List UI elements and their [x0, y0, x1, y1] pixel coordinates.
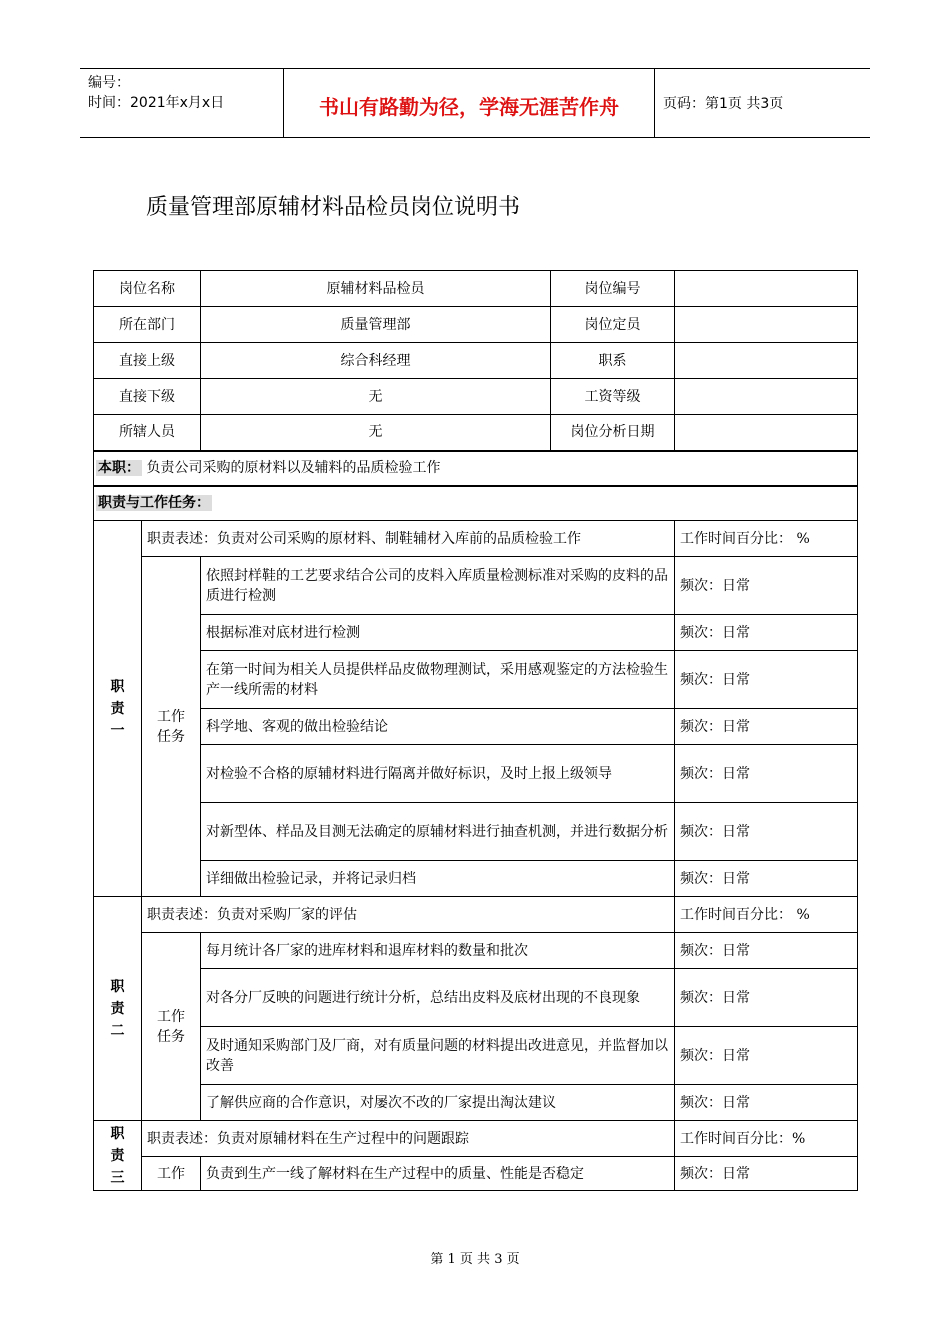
info-label: 直接下级 — [94, 379, 201, 415]
info-value — [675, 415, 858, 451]
duties-heading-row — [94, 486, 858, 521]
page-header — [80, 68, 870, 138]
task-row — [94, 803, 858, 861]
task-label: 工作任务 — [142, 933, 201, 1121]
task-text: 在第一时间为相关人员提供样品皮做物理测试，采用感观鉴定的方法检验生产一线所需的材料 — [201, 651, 675, 709]
duty-name-cell — [94, 1121, 142, 1191]
task-frequency: 频次：日常 — [675, 1157, 858, 1191]
task-row — [94, 745, 858, 803]
task-frequency: 频次：日常 — [675, 557, 858, 615]
duty-name: 职责一 — [110, 678, 125, 739]
info-row — [94, 379, 858, 415]
task-frequency: 频次：日常 — [675, 651, 858, 709]
header-page-info: 页码：第1页 共3页 — [663, 96, 784, 112]
task-row — [94, 1027, 858, 1085]
task-row — [94, 861, 858, 897]
core-duty-text: 负责公司采购的原材料以及辅料的品质检验工作 — [146, 460, 441, 476]
duty-name: 职责二 — [110, 978, 125, 1039]
task-text: 依照封样鞋的工艺要求结合公司的皮料入库质量检测标准对采购的皮料的品质进行检测 — [201, 557, 675, 615]
task-label: 工作任务 — [142, 557, 201, 897]
info-row — [94, 271, 858, 307]
info-row — [94, 343, 858, 379]
header-motto: 书山有路勤为径，学海无涯苦作舟 — [319, 95, 619, 119]
task-text: 及时通知采购部门及厂商，对有质量问题的材料提出改进意见，并监督加以改善 — [201, 1027, 675, 1085]
info-label: 岗位编号 — [551, 271, 675, 307]
task-text: 对各分厂反映的问题进行统计分析，总结出皮料及底材出现的不良现象 — [201, 969, 675, 1027]
task-text: 科学地、客观的做出检验结论 — [201, 709, 675, 745]
header-meta — [88, 73, 224, 113]
task-text: 对检验不合格的原辅材料进行隔离并做好标识，及时上报上级领导 — [201, 745, 675, 803]
info-label: 岗位定员 — [551, 307, 675, 343]
info-label: 所在部门 — [94, 307, 201, 343]
info-value — [675, 379, 858, 415]
task-row — [94, 651, 858, 709]
task-text: 详细做出检验记录，并将记录归档 — [201, 861, 675, 897]
task-frequency: 频次：日常 — [675, 933, 858, 969]
duties-heading: 职责与工作任务： — [98, 495, 210, 512]
duty-percent: 工作时间百分比： % — [675, 897, 858, 933]
task-label: 工作 — [142, 1157, 201, 1191]
info-label: 职系 — [551, 343, 675, 379]
task-row — [94, 709, 858, 745]
task-frequency: 频次：日常 — [675, 1027, 858, 1085]
core-duty-label: 本职： — [98, 460, 140, 476]
job-description-table — [93, 270, 858, 1191]
page-footer: 第 1 页 共 3 页 — [430, 1252, 520, 1267]
duty-statement: 职责表述：负责对原辅材料在生产过程中的问题跟踪 — [142, 1121, 675, 1157]
task-frequency: 频次：日常 — [675, 1085, 858, 1121]
duty-statement-row — [94, 1121, 858, 1157]
info-value: 无 — [201, 379, 551, 415]
code-label: 编号： — [88, 75, 130, 91]
info-label: 岗位分析日期 — [551, 415, 675, 451]
header-divider — [654, 69, 655, 137]
task-text: 了解供应商的合作意识，对屡次不改的厂家提出淘汰建议 — [201, 1085, 675, 1121]
task-text: 负责到生产一线了解材料在生产过程中的质量、性能是否稳定 — [201, 1157, 675, 1191]
duty-statement-row — [94, 521, 858, 557]
info-value: 无 — [201, 415, 551, 451]
task-frequency: 频次：日常 — [675, 861, 858, 897]
duty-percent: 工作时间百分比： % — [675, 521, 858, 557]
info-value: 原辅材料品检员 — [201, 271, 551, 307]
duty-statement: 职责表述：负责对公司采购的原材料、制鞋辅材入库前的品质检验工作 — [142, 521, 675, 557]
task-row — [94, 615, 858, 651]
task-frequency: 频次：日常 — [675, 709, 858, 745]
task-row — [94, 1085, 858, 1121]
duty-percent: 工作时间百分比：% — [675, 1121, 858, 1157]
info-value — [675, 307, 858, 343]
info-value — [675, 271, 858, 307]
core-duty-row — [94, 451, 858, 486]
info-label: 直接上级 — [94, 343, 201, 379]
task-row — [94, 557, 858, 615]
info-value: 质量管理部 — [201, 307, 551, 343]
duty-statement: 职责表述：负责对采购厂家的评估 — [142, 897, 675, 933]
time-line: 时间：2021年x月x日 — [88, 95, 225, 111]
duty-name-cell — [94, 521, 142, 897]
task-frequency: 频次：日常 — [675, 969, 858, 1027]
task-frequency: 频次：日常 — [675, 803, 858, 861]
task-text: 每月统计各厂家的进库材料和退库材料的数量和批次 — [201, 933, 675, 969]
document-title: 质量管理部原辅材料品检员岗位说明书 — [146, 195, 521, 220]
info-label: 所辖人员 — [94, 415, 201, 451]
duty-name: 职责三 — [110, 1125, 125, 1186]
task-text: 根据标准对底材进行检测 — [201, 615, 675, 651]
info-label: 岗位名称 — [94, 271, 201, 307]
info-row — [94, 415, 858, 451]
task-row — [94, 933, 858, 969]
task-frequency: 频次：日常 — [675, 745, 858, 803]
info-label: 工资等级 — [551, 379, 675, 415]
info-row — [94, 307, 858, 343]
info-value: 综合科经理 — [201, 343, 551, 379]
duty-name-cell — [94, 897, 142, 1121]
duty-statement-row — [94, 897, 858, 933]
task-row — [94, 1157, 858, 1191]
task-frequency: 频次：日常 — [675, 615, 858, 651]
task-text: 对新型体、样品及目测无法确定的原辅材料进行抽查机测，并进行数据分析 — [201, 803, 675, 861]
task-row — [94, 969, 858, 1027]
info-value — [675, 343, 858, 379]
